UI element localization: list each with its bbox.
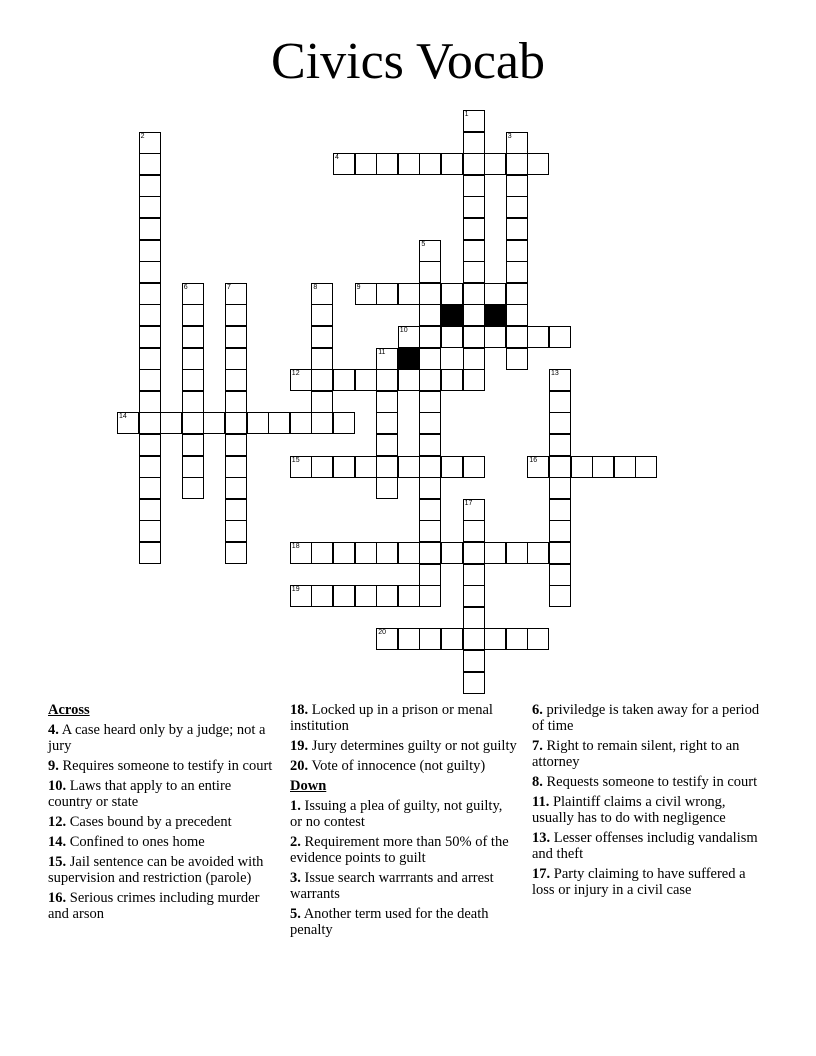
grid-cell[interactable] [139,456,161,478]
grid-cell[interactable] [290,412,312,434]
clue-number: 20 [378,629,386,637]
clue-number: 18 [291,543,300,550]
grid-cell[interactable] [549,499,571,521]
grid-cell[interactable] [463,628,485,650]
grid-cell[interactable] [441,369,463,391]
clues-column-2 [290,702,518,942]
clue-across-19: 19. Jury determines guilty or not guilty [290,738,517,754]
clue-number: 2 [140,132,145,140]
clue-down-11: 11. Plaintiff claims a civil wrong, usually has to do with negligence [532,794,726,826]
grid-cell[interactable] [225,369,247,391]
grid-cell[interactable] [225,456,247,478]
grid-cell[interactable] [311,542,333,564]
grid-cell[interactable] [441,153,463,175]
grid-cell[interactable] [463,456,485,478]
grid-cell[interactable] [398,628,420,650]
grid-cell[interactable] [182,477,204,499]
clue-down-2: 2. Requirement more than 50% of the evidence points to guilt [290,834,509,866]
grid-cell[interactable] [182,304,204,326]
grid-cell[interactable] [182,456,204,478]
clue-across-15: 15. Jail sentence can be avoided with supervision and restriction (parole) [48,854,264,886]
grid-cell[interactable] [117,412,139,434]
grid-cell[interactable] [376,412,398,434]
grid-cell[interactable] [506,153,528,175]
grid-cell[interactable] [527,456,549,478]
clue-number: 9 [356,283,361,291]
grid-cell[interactable] [527,326,549,348]
grid-cell[interactable] [506,542,528,564]
grid-cell[interactable] [506,175,528,197]
grid-cell[interactable] [419,326,441,348]
grid-cell[interactable] [419,153,441,175]
grid-cell[interactable] [549,456,571,478]
grid-cell[interactable] [463,240,485,262]
grid-cell[interactable] [463,520,485,542]
grid-cell[interactable] [355,585,377,607]
grid-cell[interactable] [549,542,571,564]
grid-cell[interactable] [592,456,614,478]
grid-cell[interactable] [225,326,247,348]
grid-cell[interactable] [139,412,161,434]
grid-cell[interactable] [463,110,485,132]
grid-cell[interactable] [419,499,441,521]
grid-cell[interactable] [333,153,355,175]
grid-cell[interactable] [398,585,420,607]
grid-cell[interactable] [333,585,355,607]
clue-across-14: 14. Confined to ones home [48,834,205,850]
grid-cell[interactable] [225,477,247,499]
grid-cell[interactable] [225,391,247,413]
down-heading: Down [290,778,327,794]
grid-cell[interactable] [419,564,441,586]
grid-cell[interactable] [549,564,571,586]
grid-cell[interactable] [311,391,333,413]
grid-cell[interactable] [506,348,528,370]
grid-cell[interactable] [376,348,398,370]
grid-cell[interactable] [419,369,441,391]
grid-cell[interactable] [355,283,377,305]
grid-cell[interactable] [225,412,247,434]
grid-cell[interactable] [419,412,441,434]
grid-cell[interactable] [139,391,161,413]
grid-cell[interactable] [463,175,485,197]
grid-cell[interactable] [441,628,463,650]
grid-cell[interactable] [139,520,161,542]
grid-cell[interactable] [463,196,485,218]
grid-cell[interactable] [441,326,463,348]
grid-cell[interactable] [549,585,571,607]
grid-cell[interactable] [355,542,377,564]
clue-number: 7 [227,283,231,291]
grid-cell[interactable] [635,456,657,478]
grid-cell[interactable] [290,456,312,478]
grid-cell[interactable] [463,585,485,607]
clue-number: 17 [464,499,473,507]
grid-cell[interactable] [463,283,485,305]
grid-cell[interactable] [139,196,161,218]
grid-cell[interactable] [484,326,506,348]
grid-cell[interactable] [182,369,204,391]
grid-cell[interactable] [182,391,204,413]
grid-cell[interactable] [376,456,398,478]
clue-across-18: 18. Locked up in a prison or menal institution [290,702,493,734]
clue-across-4: 4. A case heard only by a judge; not a jury [48,722,266,754]
grid-cell[interactable] [419,456,441,478]
clue-number: 8 [313,283,318,291]
grid-cell[interactable] [463,369,485,391]
clue-number: 13 [551,370,559,378]
grid-cell[interactable] [463,304,485,326]
grid-cell[interactable] [614,456,636,478]
grid-cell[interactable] [311,326,333,348]
grid-cell[interactable] [549,412,571,434]
grid-cell[interactable] [398,369,420,391]
grid-cell[interactable] [182,434,204,456]
grid-cell[interactable] [311,304,333,326]
grid-cell[interactable] [225,499,247,521]
grid-cell[interactable] [463,261,485,283]
grid-cell[interactable] [160,412,182,434]
grid-cell[interactable] [225,520,247,542]
grid-cell[interactable] [139,175,161,197]
grid-cell[interactable] [506,304,528,326]
grid-cell[interactable] [506,132,528,154]
grid-cell[interactable] [182,348,204,370]
grid-cell[interactable] [571,456,593,478]
grid-cell[interactable] [398,456,420,478]
clue-number: 14 [119,413,127,421]
clue-number: 4 [335,154,339,162]
grid-cell[interactable] [463,542,485,564]
grid-cell[interactable] [247,412,269,434]
clue-number: 1 [464,111,469,118]
grid-cell[interactable] [398,542,420,564]
grid-cell[interactable] [419,261,441,283]
clue-down-1: 1. Issuing a plea of guilty, not guilty, or no contest [290,798,503,830]
grid-cell[interactable] [225,304,247,326]
grid-cell[interactable] [506,240,528,262]
grid-cell[interactable] [527,153,549,175]
clue-down-13: 13. Lesser offenses includig vandalism and theft [532,830,758,862]
black-cell [484,304,506,326]
clue-across-16: 16. Serious crimes including murder and arson [48,890,260,922]
grid-cell[interactable] [139,261,161,283]
black-cell [398,348,420,370]
clue-number: 3 [507,132,512,140]
grid-cell[interactable] [355,456,377,478]
grid-cell[interactable] [419,542,441,564]
grid-cell[interactable] [506,261,528,283]
grid-cell[interactable] [549,434,571,456]
clue-down-5: 5. Another term used for the death penalty [290,906,489,938]
grid-cell[interactable] [182,326,204,348]
grid-cell[interactable] [182,412,204,434]
grid-cell[interactable] [139,132,161,154]
clue-number: 16 [529,456,538,464]
clue-across-10: 10. Laws that apply to an entire country or state [48,778,232,810]
clues-column-1 [48,702,276,926]
grid-cell[interactable] [506,628,528,650]
grid-cell[interactable] [506,283,528,305]
grid-cell[interactable] [333,456,355,478]
clue-down-7: 7. Right to remain silent, right to an attorney [532,738,740,770]
grid-cell[interactable] [463,607,485,629]
grid-cell[interactable] [549,520,571,542]
grid-cell[interactable] [527,628,549,650]
grid-cell[interactable] [419,391,441,413]
grid-cell[interactable] [225,542,247,564]
grid-cell[interactable] [139,153,161,175]
across-heading: Across [48,702,90,718]
grid-cell[interactable] [333,542,355,564]
grid-cell[interactable] [484,628,506,650]
grid-cell[interactable] [290,585,312,607]
grid-cell[interactable] [463,326,485,348]
grid-cell[interactable] [506,326,528,348]
grid-cell[interactable] [419,520,441,542]
grid-cell[interactable] [463,499,485,521]
grid-cell[interactable] [290,369,312,391]
grid-cell[interactable] [139,240,161,262]
grid-cell[interactable] [549,477,571,499]
page-title: Civics Vocab [271,33,545,90]
clue-number: 5 [421,240,426,248]
grid-cell[interactable] [139,542,161,564]
grid-cell[interactable] [527,542,549,564]
grid-cell[interactable] [311,412,333,434]
grid-cell[interactable] [419,628,441,650]
grid-cell[interactable] [139,218,161,240]
clue-number: 10 [399,327,408,334]
grid-cell[interactable] [484,542,506,564]
clue-across-20: 20. Vote of innocence (not guilty) [290,758,486,774]
grid-cell[interactable] [463,218,485,240]
grid-cell[interactable] [549,326,571,348]
clue-number: 6 [183,283,188,291]
grid-cell[interactable] [441,283,463,305]
grid-cell[interactable] [376,585,398,607]
grid-cell[interactable] [268,412,290,434]
grid-cell[interactable] [376,628,398,650]
grid-cell[interactable] [376,434,398,456]
grid-cell[interactable] [376,369,398,391]
grid-cell[interactable] [139,434,161,456]
grid-cell[interactable] [311,348,333,370]
grid-cell[interactable] [506,218,528,240]
grid-cell[interactable] [376,542,398,564]
grid-cell[interactable] [484,153,506,175]
grid-cell[interactable] [419,585,441,607]
grid-cell[interactable] [139,283,161,305]
clue-number: 15 [291,456,300,464]
clue-down-17: 17. Party claiming to have suffered a loss or injury in a civil case [532,866,746,898]
grid-cell[interactable] [549,391,571,413]
grid-cell[interactable] [463,132,485,154]
grid-cell[interactable] [506,196,528,218]
grid-cell[interactable] [225,434,247,456]
clue-number: 19 [291,586,300,594]
grid-cell[interactable] [182,283,204,305]
clue-number: 12 [291,370,300,378]
grid-cell[interactable] [139,304,161,326]
grid-cell[interactable] [139,326,161,348]
grid-cell[interactable] [376,283,398,305]
grid-cell[interactable] [484,283,506,305]
grid-cell[interactable] [225,283,247,305]
grid-cell[interactable] [419,477,441,499]
grid-cell[interactable] [355,153,377,175]
grid-cell[interactable] [441,542,463,564]
grid-cell[interactable] [139,348,161,370]
grid-cell[interactable] [398,153,420,175]
grid-cell[interactable] [225,348,247,370]
clue-down-3: 3. Issue search warrrants and arrest warrants [290,870,494,902]
grid-cell[interactable] [463,672,485,694]
grid-cell[interactable] [290,542,312,564]
grid-cell[interactable] [139,477,161,499]
grid-cell[interactable] [441,456,463,478]
grid-cell[interactable] [463,650,485,672]
grid-cell[interactable] [311,369,333,391]
grid-cell[interactable] [355,369,377,391]
clue-down-8: 8. Requests someone to testify in court [532,774,758,790]
grid-cell[interactable] [333,412,355,434]
black-cell [441,304,463,326]
grid-cell[interactable] [419,434,441,456]
grid-cell[interactable] [398,326,420,348]
clue-number: 11 [378,348,386,356]
grid-cell[interactable] [376,477,398,499]
grid-cell[interactable] [419,283,441,305]
grid-cell[interactable] [419,240,441,262]
grid-cell[interactable] [419,348,441,370]
grid-cell[interactable] [376,153,398,175]
grid-cell[interactable] [311,456,333,478]
grid-cell[interactable] [419,304,441,326]
clue-across-9: 9. Requires someone to testify in court [48,758,273,774]
grid-cell[interactable] [398,283,420,305]
grid-cell[interactable] [463,153,485,175]
grid-cell[interactable] [463,348,485,370]
grid-cell[interactable] [549,369,571,391]
clues-column-3 [532,702,760,902]
clue-down-6: 6. priviledge is taken away for a period of time [532,702,760,734]
grid-cell[interactable] [376,391,398,413]
grid-cell[interactable] [311,283,333,305]
grid-cell[interactable] [203,412,225,434]
grid-cell[interactable] [333,369,355,391]
grid-cell[interactable] [311,585,333,607]
grid-cell[interactable] [139,499,161,521]
grid-cell[interactable] [463,564,485,586]
clue-across-12: 12. Cases bound by a precedent [48,814,232,830]
grid-cell[interactable] [139,369,161,391]
